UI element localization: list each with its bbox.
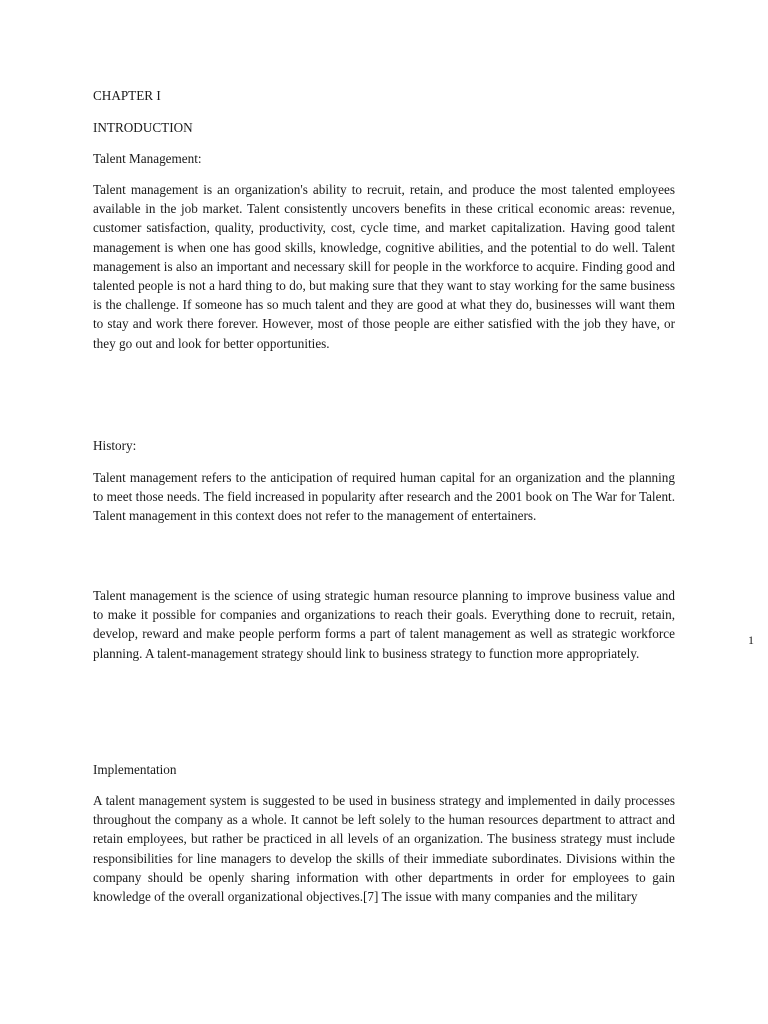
subheading-implementation: Implementation [93, 762, 177, 777]
paragraph-implementation: A talent management system is suggested to be used in business strategy and implemented in daily processes throughout the company as a whole. It cannot be left solely to the human resources department to attract and retain employees, but rather be practiced in all levels of an organization. The business strategy must include responsibilities for line managers to develop the skills of their immediate subordinates. Divisions within the company should be openly sharing information with other departments in order for employees to gain knowledge of the overall organizational objectives.[7] The issue with many companies and the military [93, 793, 675, 905]
paragraph-talent-management: Talent management is an organization's ability to recruit, retain, and produce the most talented employees available in the job market. Talent consistently uncovers benefits in these critical economic areas: revenue, customer satisfaction, quality, productivity, cost, cycle time, and market capitalization. Having good talent management is when one has good skills, knowledge, cognitive abilities, and the potential to do well. Talent management is also an important and necessary skill for people in the workforce to acquire. Finding good and talented people is not a hard thing to do, but making sure that they want to stay working for the same business is the challenge. If someone has so much talent and they are good at what they do, businesses will want them to stay and work there forever. However, most of those people are either satisfied with the job they have, or they go out and look for better opportunities. [93, 182, 675, 351]
section-title-introduction: INTRODUCTION [93, 120, 193, 135]
paragraph-history: Talent management refers to the anticipation of required human capital for an organization and the planning to meet those needs. The field increased in popularity after research and the 2001 book on The War for Talent. Talent management in this context does not refer to the management of entertainers. [93, 470, 675, 524]
page-number: 1 [748, 633, 754, 647]
paragraph-science: Talent management is the science of using strategic human resource planning to improve business value and to make it possible for companies and organizations to reach their goals. Everything done to recruit, retain, develop, reward and make people perform forms a part of talent management as well as strategic workforce planning. A talent-management strategy should link to business strategy to function more appropriately. [93, 588, 675, 661]
chapter-title: CHAPTER I [93, 88, 161, 103]
subheading-history: History: [93, 438, 137, 453]
subheading-talent-management: Talent Management: [93, 151, 202, 166]
